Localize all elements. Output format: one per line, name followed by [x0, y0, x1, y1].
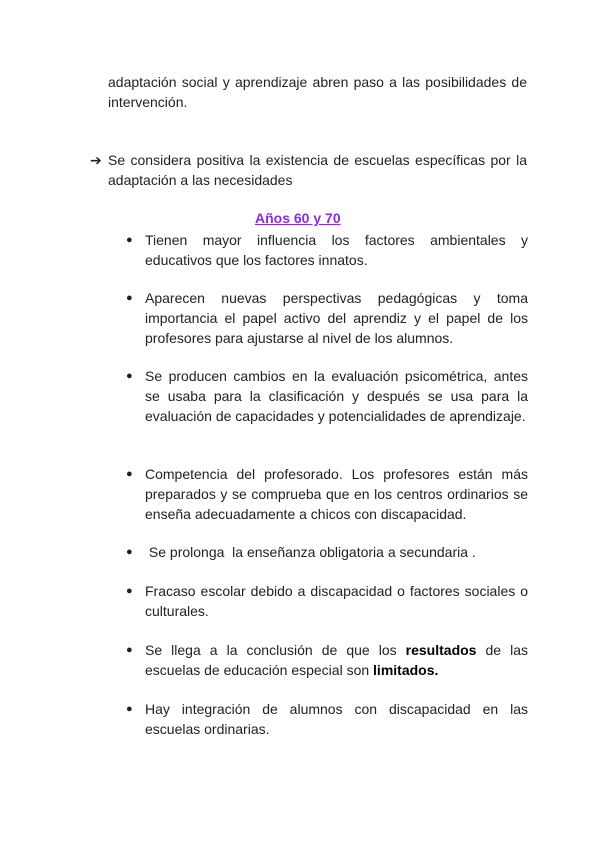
bullet-item: Competencia del profesorado. Los profesores están más preparados y se comprueba que en los centros ordinarios se enseña adecuadamente a chicos con discapacidad. — [145, 466, 528, 522]
bullet-icon: ● — [126, 644, 133, 656]
bullet-item: Se prolonga la enseñanza obligatoria a secundaria . — [145, 544, 476, 560]
bullet-text: de las escuelas de educación especial son — [145, 642, 529, 678]
bullet-item: Hay integración de alumnos con discapacidad en las escuelas ordinarias. — [145, 701, 528, 737]
bullet-item — [145, 640, 528, 680]
bullet-icon: ● — [126, 370, 133, 382]
bullet-item: Tienen mayor influencia los factores ambientales y educativos que los factores innatos. — [145, 232, 528, 268]
section-heading: Años 60 y 70 — [255, 210, 341, 226]
bullet-item: Se producen cambios en la evaluación psicométrica, antes se usaba para la clasificación y después se usa para la evaluación de capacidades y potencialidades de aprendizaje. — [145, 368, 528, 424]
arrow-list-item: Se considera positiva la existencia de escuelas específicas por la adaptación a las necesidades — [108, 152, 527, 188]
bullet-icon: ● — [126, 292, 133, 304]
bold-text-limitados: limitados. — [373, 662, 439, 678]
bullet-item: Aparecen nuevas perspectivas pedagógicas y toma importancia el papel activo del aprendiz y el papel de los profesores para ajustarse al nivel de los alumnos. — [145, 290, 528, 346]
bold-text-resultados: resultados — [405, 642, 477, 658]
bullet-icon: ● — [126, 234, 133, 246]
bullet-icon: ● — [126, 546, 133, 558]
intro-paragraph: adaptación social y aprendizaje abren paso a las posibilidades de intervención. — [108, 74, 527, 110]
bullet-icon: ● — [126, 585, 133, 597]
bullet-text: Se llega a la conclusión de que los — [145, 642, 406, 658]
bullet-icon: ● — [126, 703, 133, 715]
bullet-icon: ● — [126, 468, 133, 480]
arrow-icon: ➔ — [90, 152, 102, 168]
bullet-item: Fracaso escolar debido a discapacidad o factores sociales o culturales. — [145, 583, 528, 619]
